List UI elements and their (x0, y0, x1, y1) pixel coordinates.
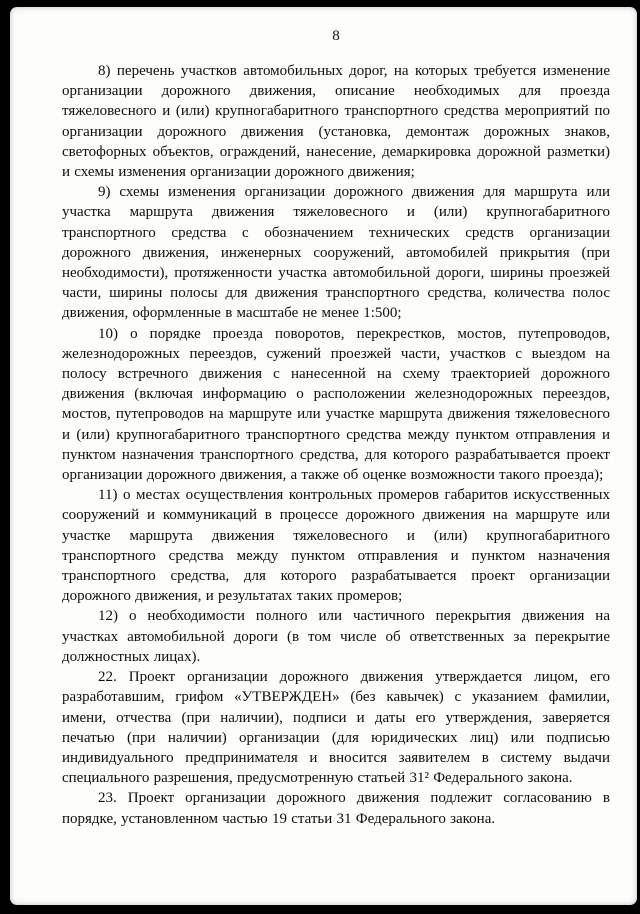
paragraph: 22. Проект организации дорожного движения утверждается лицом, его разработавшим, грифом «УТВЕРЖДЕН» (без кавычек) с указанием фамилии, имени, отчества (при наличии), подписи и даты его утверждения, заверяется печатью (при наличии) организации (для юридических лиц) или подписью индивидуального предпринимателя и вносится заявителем в систему выдачи специального разрешения, предусмотренную статьей 31² Федерального закона. (62, 669, 610, 787)
paragraph: 9) схемы изменения организации дорожного движения для маршрута или участка маршрута движения тяжеловесного и (или) крупногабаритного транспортного средства с обозначением технических средств организации дорожного движения, инженерных сооружений, автомобилей прикрытия (при необходимости), протяженности участка автомобильной дороги, ширины проезжей части, ширины полосы для движения транспортного средства, количества полос движения, оформленные в масштабе не менее 1:500; (62, 184, 610, 322)
paragraph: 12) о необходимости полного или частичного перекрытия движения на участках автомобильной дороги (в том числе об ответственных за перекрытие должностных лицах). (62, 608, 610, 665)
paragraph: 8) перечень участков автомобильных дорог, на которых требуется изменение организации дорожного движения, описание необходимых для проезда тяжеловесного и (или) крупногабаритного транспортного средства мероприятий по организации дорожного движения (установка, демонтаж дорожных знаков, светофорных объектов, ограждений, нанесение, демаркировка дорожной разметки) и схемы изменения организации дорожного движения; (62, 63, 610, 181)
paragraph: 10) о порядке проезда поворотов, перекрестков, мостов, путепроводов, железнодорожных переездов, сужений проезжей части, участков с выездом на полосу встречного движения с нанесенной на схему траекторией дорожного движения (включая информацию о расположении железнодорожных переездов, мостов, путепроводов на маршруте или участке маршрута движения тяжеловесного и (или) крупногабаритного транспортного средства между пунктом отправления и пунктом назначения транспортного средства, для которого разрабатывается проект организации дорожного движения, а также об оценке возможности такого проезда); (62, 325, 610, 484)
page-number: 8 (332, 28, 340, 44)
page-content (10, 7, 637, 905)
document-body (62, 61, 610, 829)
paragraph: 11) о местах осуществления контрольных промеров габаритов искусственных сооружений и коммуникаций в процессе дорожного движения на маршруте или участке маршрута движения тяжеловесного и (или) крупногабаритного транспортного средства между пунктом отправления и пунктом назначения транспортного средства, для которого разрабатывается проект организации дорожного движения, и результатах таких промеров; (62, 487, 610, 605)
paragraph: 23. Проект организации дорожного движения подлежит согласованию в порядке, установленном частью 19 статьи 31 Федерального закона. (62, 790, 610, 827)
document-page (10, 7, 637, 905)
